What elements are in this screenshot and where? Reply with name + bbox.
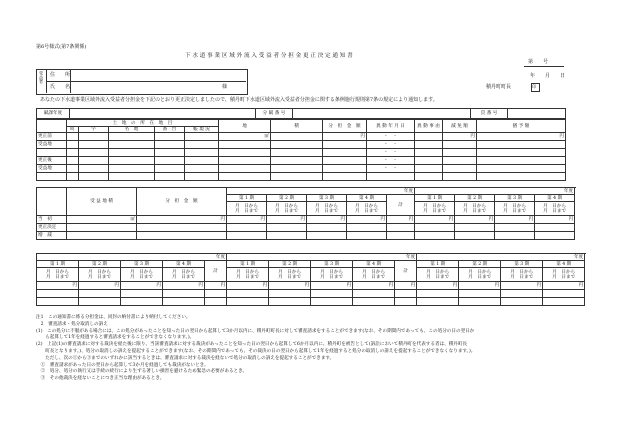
y1-r3: 月 日から 月 日まで: [121, 268, 163, 282]
sub-aza: 字: [79, 127, 109, 133]
y2-p4: 第 4 期: [353, 261, 395, 268]
note-line: ② 処分、処分の執行又は手続の続行により生ずる著しい損害を避けるため緊急の必要があるとき。: [36, 369, 248, 375]
date-before-3: ・ ・: [367, 149, 415, 157]
y2-r1: 月 日から 月 日まで: [227, 268, 269, 282]
y3-p2: 第 2 期: [459, 261, 501, 268]
y2-r2: 月 日から 月 日まで: [269, 268, 311, 282]
fiscal-year-b: 年度: [415, 188, 575, 195]
number-label: 分 賦 番 号: [256, 109, 293, 119]
y1-yen2: 円: [79, 282, 121, 290]
document-title: 下 水 道 事 業 区 域 外 流 入 受 益 者 分 担 金 更 正 決 定 通 知 書: [185, 53, 353, 59]
fiscal-year-a: 年度: [227, 188, 415, 195]
year-label: 賦課年度: [37, 109, 70, 119]
row-label-after-land: 受益地: [37, 165, 67, 173]
row-difference: 増 減: [37, 232, 67, 240]
deferral-unit-before: 円: [477, 133, 566, 141]
yen-b2: 円: [455, 216, 495, 224]
note-line: (2) 上記(1)の審査請求に対する裁決を経た後に限り、当該審査請求に対する裁決があったことを知った日の翌日から起算して6か月以内に、積丹町を被告として(訴訟において積丹町を代表する者は、積丹町長: [36, 342, 468, 348]
document-number: 第 号: [528, 59, 549, 65]
range-b1: 月 日から 月 日まで: [415, 202, 455, 216]
period-b3: 第 3 期: [495, 195, 535, 202]
note-line: ① 審査請求があった日の翌日から起算して3か月を経過しても裁決がないとき。: [36, 362, 209, 368]
year-block-1: 年度: [37, 254, 227, 261]
land-corner: [37, 120, 67, 133]
yen-a-total: 円: [387, 216, 415, 224]
installment-table-years: [36, 253, 585, 306]
period-b2: 第 2 期: [455, 195, 495, 202]
recipient-label-divider: [70, 69, 71, 93]
date-before-2: ・ ・: [367, 141, 415, 149]
yen-a3: 円: [307, 216, 347, 224]
sub-town: 町: [67, 127, 79, 133]
share-amount-header: 分 担 金 額: [137, 188, 227, 216]
page-value: [508, 109, 566, 119]
y2-yen2: 円: [269, 282, 311, 290]
y1-yen-total: 円: [205, 282, 227, 290]
date-before-1: ・ ・: [367, 133, 415, 141]
issuer-name: 積丹町町長: [486, 84, 512, 90]
range-b4: 月 日から 月 日まで: [535, 202, 575, 216]
y3-r1: 月 日から 月 日まで: [417, 268, 459, 282]
y1-p4: 第 4 期: [163, 261, 205, 268]
y2-yen4: 円: [353, 282, 395, 290]
y2-yen1: 円: [227, 282, 269, 290]
y3-p4: 第 4 期: [543, 261, 585, 268]
row-initial: 当 初: [37, 216, 67, 224]
y2-p1: 第 1 期: [227, 261, 269, 268]
year-block-2: 年度: [227, 254, 417, 261]
note-line: ただし、次の①から③までのいずれかに該当するときは、審査請求に対する裁決を経ないで処分の取消しの訴えを提起することができます。: [36, 355, 335, 361]
y2-p2: 第 2 期: [269, 261, 311, 268]
note-line: 町長となります。)、処分の取消しの訴えを提起することができます(なお、その期間内であっても、その裁決の日の翌日から起算して1年を経過すると処分の取消しの訴えを提起することができなくなります。)。: [36, 348, 476, 354]
note-line: 注1 この通知書に係る分担金は、同封の納付書により納付してください。: [36, 315, 191, 320]
yen-b3: 円: [495, 216, 535, 224]
y3-p3: 第 3 期: [501, 261, 543, 268]
yen-unit-before: 円: [323, 133, 367, 141]
y1-p3: 第 3 期: [121, 261, 163, 268]
y3-r2: 月 日から 月 日まで: [459, 268, 501, 282]
col-change-date: 異 動 年 月 日: [367, 120, 415, 133]
yen-a1: 円: [227, 216, 267, 224]
range-a4: 月 日から 月 日まで: [347, 202, 387, 216]
area-unit-before: ㎡: [219, 133, 271, 141]
page-label: 頁 番 号: [471, 109, 508, 119]
range-a2: 月 日から 月 日まで: [267, 202, 307, 216]
period-b1: 第 1 期: [415, 195, 455, 202]
date-after-1: ・ ・: [367, 157, 415, 165]
sub-name: 名 地: [109, 127, 155, 133]
total-a: 計: [387, 195, 415, 216]
yen-b1: 円: [415, 216, 455, 224]
col-reduction: 減 免 額: [443, 120, 477, 133]
note-line: 2 審査請求・処分取消しの訴え: [36, 321, 108, 327]
range-a1: 月 日から 月 日まで: [227, 202, 267, 216]
y3-yen4: 円: [543, 282, 585, 290]
notes: [36, 315, 475, 383]
note-line: (1) この処分に不服がある場合には、この処分があったことを知った日の翌日から起算して3か月以内に、積丹町町長に対して審査請求をすることができます(なお、その期間内であっても、この処分の日の翌日か: [36, 328, 475, 334]
period-a3: 第 3 期: [307, 195, 347, 202]
y3-yen1: 円: [417, 282, 459, 290]
yen-b4: 円: [535, 216, 575, 224]
sub-number: 番 台: [155, 127, 185, 133]
sub-status: 帳 現 況: [185, 127, 219, 133]
y2-total: 計: [395, 261, 417, 282]
y2-yen-total: 円: [395, 282, 417, 290]
recipient-divider: [46, 81, 246, 82]
col-share-amount: 分 担 金 額: [323, 120, 367, 133]
yen-a4: 円: [347, 216, 387, 224]
period-b4: 第 4 期: [535, 195, 575, 202]
seal-mark: 印: [532, 84, 537, 89]
installment-table-main: [36, 187, 575, 240]
initial-yen-unit: 円: [137, 216, 227, 224]
y3-yen3: 円: [501, 282, 543, 290]
y1-r2: 月 日から 月 日まで: [79, 268, 121, 282]
y3-r3: 月 日から 月 日まで: [501, 268, 543, 282]
land-table: [36, 119, 566, 181]
note-line: ら起算して1年を経過すると審査請求をすることができなくなります。)。: [36, 335, 195, 341]
y1-yen3: 円: [121, 282, 163, 290]
reduction-unit-before: 円: [443, 133, 477, 141]
address-label: 住 所: [50, 72, 71, 78]
col-deferral: 猶 予 額: [477, 120, 566, 133]
y1-p2: 第 2 期: [79, 261, 121, 268]
period-a2: 第 2 期: [267, 195, 307, 202]
y2-r3: 月 日から 月 日まで: [311, 268, 353, 282]
y2-p3: 第 3 期: [311, 261, 353, 268]
y1-yen4: 円: [163, 282, 205, 290]
year-value: [70, 109, 256, 119]
yen-a2: 円: [267, 216, 307, 224]
honorific: 様: [222, 84, 228, 90]
land-location-header: 土 地 の 所 在 地 目: [67, 120, 219, 127]
y1-yen1: 円: [37, 282, 79, 290]
range-b3: 月 日から 月 日まで: [495, 202, 535, 216]
issue-date: 年 月 日: [530, 73, 566, 79]
intro-text: あなたの下水道事業区域外流入受益者分担金を下記のとおり更正決定しましたので、積丹町下水道区域外流入受益者分担金に関する条例施行規則第7条の規定により通知します。: [40, 97, 438, 103]
year-block-3: 年度: [417, 254, 585, 261]
y2-r4: 月 日から 月 日まで: [353, 268, 395, 282]
y3-p1: 第 1 期: [417, 261, 459, 268]
row-label-after: 更正後: [37, 157, 67, 165]
col-change-reason: 異 動 事 由: [415, 120, 443, 133]
col-area-2: 積: [271, 120, 323, 133]
header-info-table: [36, 108, 566, 119]
range-a3: 月 日から 月 日まで: [307, 202, 347, 216]
document-number-underline: [524, 66, 564, 67]
y2-yen3: 円: [311, 282, 353, 290]
name-label: 氏 名: [50, 84, 71, 90]
y1-r1: 月 日から 月 日まで: [37, 268, 79, 282]
row-label-before-land: 受益地: [37, 141, 67, 149]
note-line: ③ その他裁決を経ないことにつき正当な理由があるとき。: [36, 376, 165, 382]
y3-yen2: 円: [459, 282, 501, 290]
form-number: 第6号様式(第7条関係): [36, 44, 87, 50]
number-value: [293, 109, 471, 119]
period-a1: 第 1 期: [227, 195, 267, 202]
row-corrected: 更正決定: [37, 224, 67, 232]
y1-r4: 月 日から 月 日まで: [163, 268, 205, 282]
date-after-2: ・ ・: [367, 165, 415, 173]
benefit-area-header: 受 益 地 積: [67, 188, 137, 216]
col-area-1: 地: [219, 120, 271, 133]
initial-area-unit: ㎡: [67, 216, 137, 224]
row-label-before: 更正前: [37, 133, 67, 141]
y1-total: 計: [205, 261, 227, 282]
period-a4: 第 4 期: [347, 195, 387, 202]
range-b2: 月 日から 月 日まで: [455, 202, 495, 216]
y1-p1: 第 1 期: [37, 261, 79, 268]
recipient-side-label: 受益者: [39, 71, 44, 84]
y3-r4: 月 日から 月 日まで: [543, 268, 585, 282]
